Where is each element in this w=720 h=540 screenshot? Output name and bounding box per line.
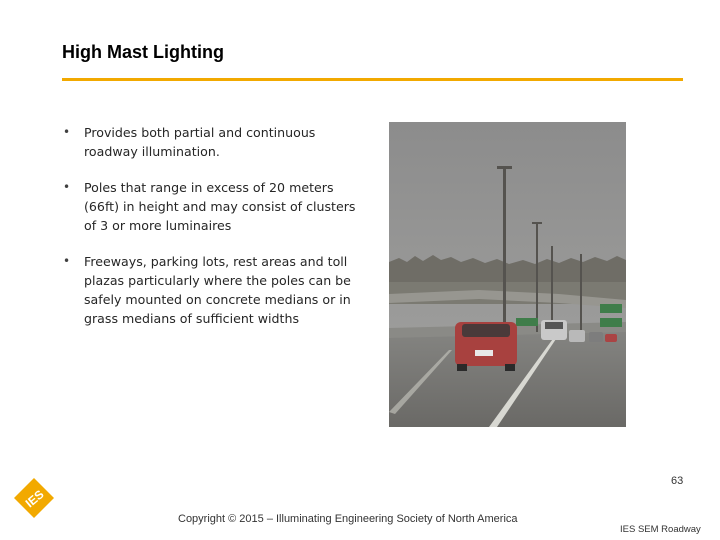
highway-photo: [389, 122, 626, 427]
bullet-item: [62, 123, 362, 161]
bullet-text: Freeways, parking lots, rest areas and toll plazas particularly where the poles can be safely mounted on concrete medians or in grass medians of sufficient widths: [84, 254, 351, 326]
footer-tag: IES SEM Roadway: [620, 524, 701, 535]
ies-logo: [14, 478, 54, 518]
page-number: 63: [671, 475, 684, 487]
bullet-glyph: •: [63, 180, 71, 194]
bullet-text: Poles that range in excess of 20 meters (66ft) in height and may consist of clusters of 3 or more luminaires: [84, 180, 356, 233]
bullet-item: [62, 252, 362, 328]
title-underline: [62, 78, 683, 81]
bullet-item: [62, 178, 362, 235]
bullet-glyph: •: [63, 254, 71, 268]
bullet-list: [62, 123, 362, 345]
slide-title: High Mast Lighting: [62, 42, 224, 62]
ies-logo-text: IES: [22, 487, 47, 511]
bullet-glyph: •: [63, 125, 71, 139]
copyright-text: Copyright © 2015 – Illuminating Engineering Society of North America: [178, 513, 518, 525]
bullet-text: Provides both partial and continuous roadway illumination.: [84, 125, 316, 159]
